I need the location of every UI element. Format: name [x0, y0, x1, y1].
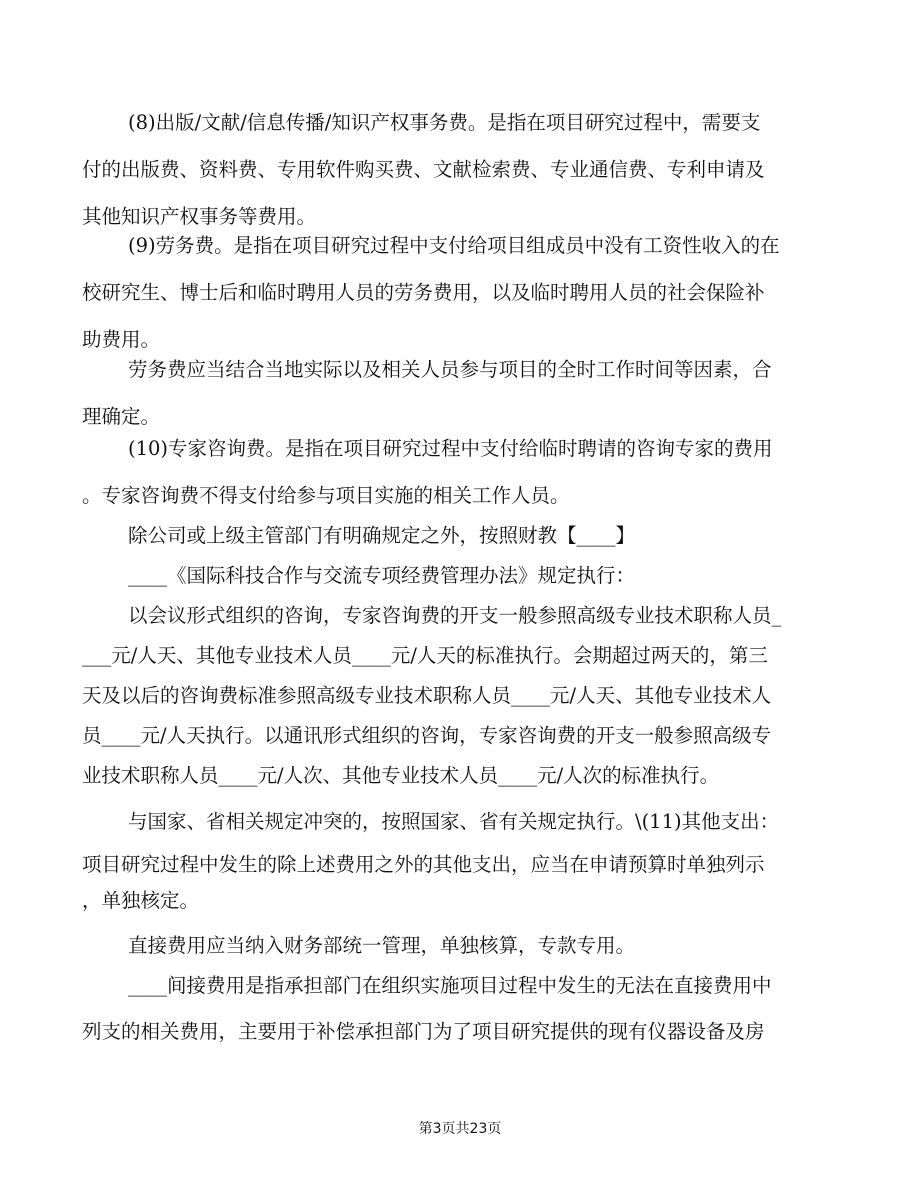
paragraph-line: (9)劳务费。是指在项目研究过程中支付给项目组成员中没有工资性收入的在	[128, 234, 780, 257]
paragraph-line: 劳务费应当结合当地实际以及相关人员参与项目的全时工作时间等因素，合	[128, 358, 772, 381]
paragraph-line: (10)专家咨询费。是指在项目研究过程中支付给临时聘请的咨询专家的费用	[128, 437, 773, 460]
paragraph-line: ，单独核定。	[82, 889, 200, 912]
paragraph-line: 。专家咨询费不得支付给参与项目实施的相关工作人员。	[82, 484, 570, 507]
paragraph-line: 除公司或上级主管部门有明确规定之外，按照财教【____】	[128, 524, 636, 547]
page-number: 第3页共23页	[418, 1121, 502, 1137]
paragraph-line: 理确定。	[82, 405, 161, 428]
paragraph-line: ____间接费用是指承担部门在组织实施项目过程中发生的无法在直接费用中	[128, 974, 772, 997]
paragraph-line: ___元/人天、其他专业技术人员____元/人天的标准执行。会期超过两天的，第三	[82, 644, 768, 667]
paragraph-line: 员____元/人天执行。以通讯形式组织的咨询，专家咨询费的开支一般参照高级专	[82, 724, 772, 747]
paragraph-line: ____《国际科技合作与交流专项经费管理办法》规定执行：	[128, 564, 636, 587]
paragraph-line: 天及以后的咨询费标准参照高级专业技术职称人员____元/人天、其他专业技术人	[82, 684, 772, 707]
paragraph-line: 直接费用应当纳入财务部统一管理，单独核算，专款专用。	[128, 934, 636, 957]
paragraph-line: 付的出版费、资料费、专用软件购买费、文献检索费、专业通信费、专利申请及	[82, 158, 765, 181]
paragraph-line: (8)出版/文献/信息传播/知识产权事务费。是指在项目研究过程中，需要支	[128, 111, 761, 134]
paragraph-line: 列支的相关费用，主要用于补偿承担部门为了项目研究提供的现有仪器设备及房	[82, 1020, 765, 1043]
paragraph-line: 与国家、省相关规定冲突的，按照国家、省有关规定执行。\(11)其他支出：	[128, 810, 780, 833]
paragraph-line: 助费用。	[82, 328, 161, 351]
paragraph-line: 校研究生、博士后和临时聘用人员的劳务费用，以及临时聘用人员的社会保险补	[82, 281, 765, 304]
paragraph-line: 项目研究过程中发生的除上述费用之外的其他支出，应当在申请预算时单独列示	[82, 853, 765, 876]
paragraph-line: 其他知识产权事务等费用。	[82, 205, 317, 228]
paragraph-line: 业技术职称人员____元/人次、其他专业技术人员____元/人次的标准执行。	[82, 764, 720, 787]
paragraph-line: 以会议形式组织的咨询，专家咨询费的开支一般参照高级专业技术职称人员_	[128, 604, 782, 627]
